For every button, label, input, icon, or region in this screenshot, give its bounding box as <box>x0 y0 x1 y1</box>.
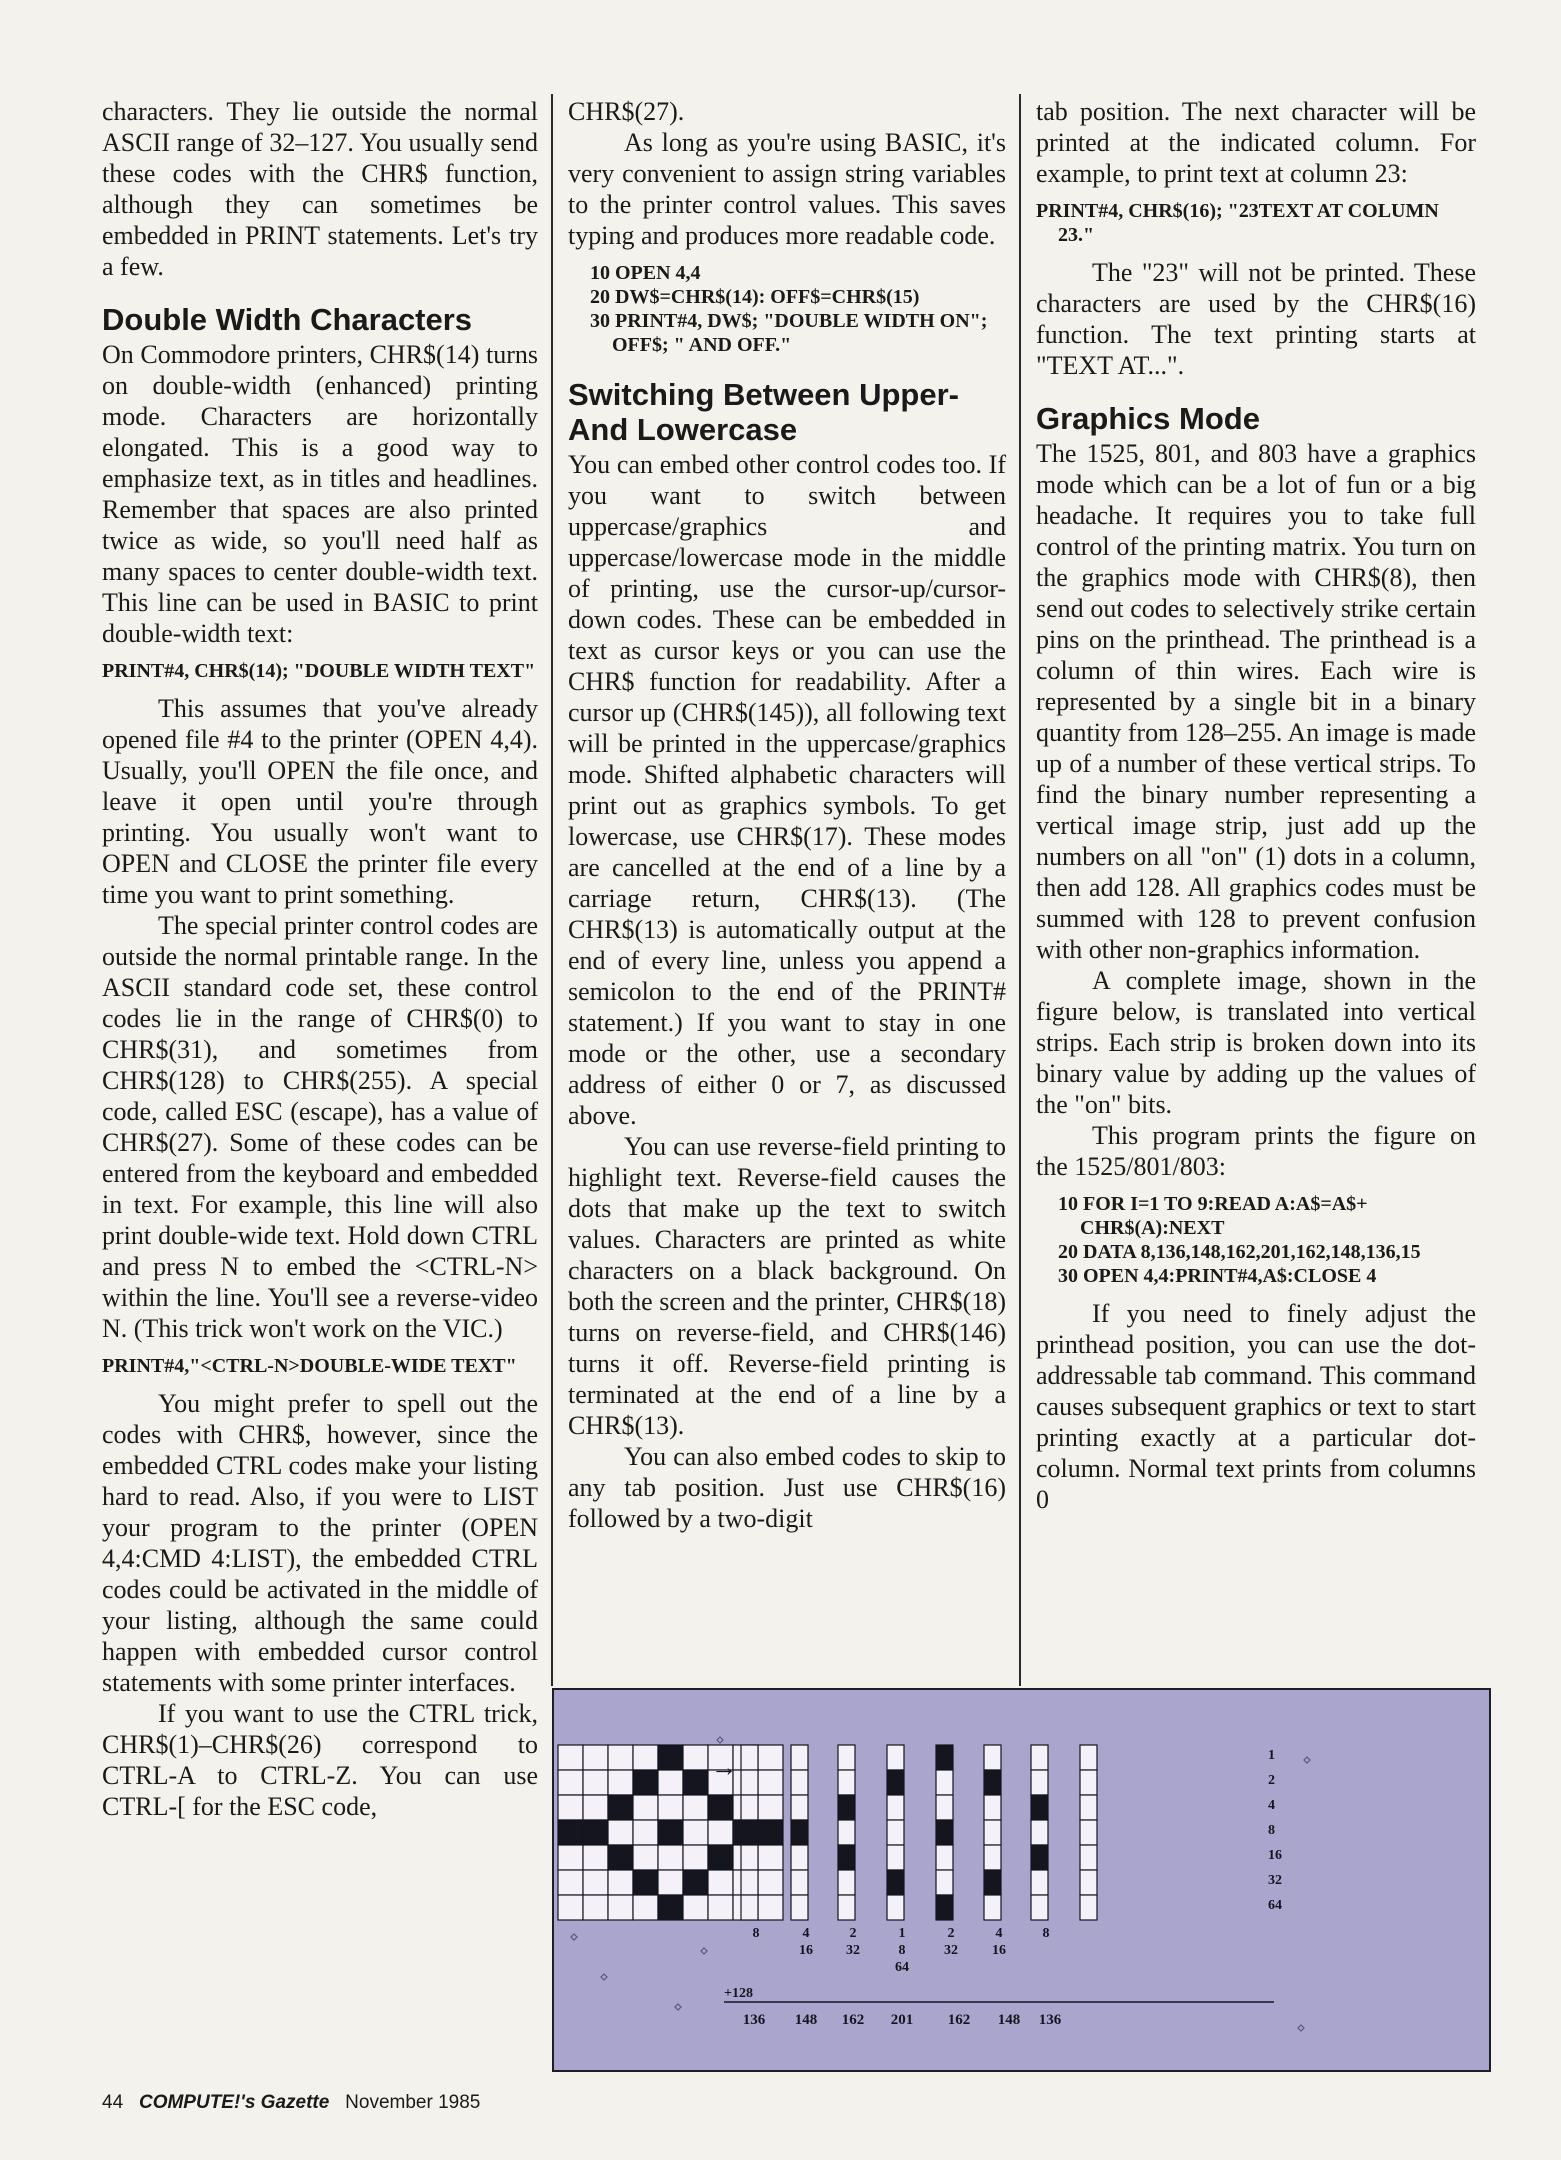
sum-label: 16 <box>799 1943 813 1958</box>
total-label: 148 <box>794 2012 818 2028</box>
strip-dot-off <box>741 1795 758 1820</box>
graphics-figure-svg <box>554 1690 1489 2070</box>
strip-dot-off <box>741 1770 758 1795</box>
code-line: 10 OPEN 4,4 <box>590 262 701 284</box>
strip-dot-off <box>887 1745 904 1770</box>
paragraph: tab position. The next character will be printed at the indicated column. For example, to print text at column 23: <box>1036 97 1476 188</box>
vertical-strips <box>741 1745 1097 1920</box>
heading-switching-case: Switching Between Upper- And Lowercase <box>568 377 959 447</box>
strip-dot-off <box>936 1770 953 1795</box>
strip-dot-off <box>791 1795 808 1820</box>
diamond-ornament <box>1304 1757 1310 1763</box>
strip-dot-off <box>838 1895 855 1920</box>
dot-off <box>583 1795 608 1820</box>
strip-dot-off <box>1031 1895 1048 1920</box>
dot-off <box>633 1745 658 1770</box>
dot-off <box>658 1845 683 1870</box>
strip-dot-on <box>936 1820 953 1845</box>
sum-label: 64 <box>895 1960 909 1975</box>
graphics-figure <box>552 1688 1491 2072</box>
code-line: 10 FOR I=1 TO 9:READ A:A$=A$+ CHR$(A):NEXT <box>1058 1193 1368 1239</box>
dot-on <box>708 1845 733 1870</box>
dot-on <box>608 1795 633 1820</box>
strip-dot-on <box>1031 1845 1048 1870</box>
column-divider <box>1019 94 1021 1686</box>
strip-dot-off <box>791 1745 808 1770</box>
sum-label: 2 <box>947 1926 955 1941</box>
dot-on <box>633 1770 658 1795</box>
dot-off <box>608 1870 633 1895</box>
paragraph: You might prefer to spell out the codes with CHR$, however, since the embedded CTRL codes make your listing hard to read. Also, if you were to LIST your program to the printer (OPEN 4,4:CMD 4:LIST), the embedded CTRL codes could be activated in the middle of your listing, although the same could happen with embedded cursor control statements with some printer interfaces. <box>102 1389 538 1697</box>
strip-dot-off <box>1031 1870 1048 1895</box>
sum-label: 8 <box>752 1926 760 1941</box>
column-1 <box>102 96 538 1822</box>
strip-dot-off <box>838 1870 855 1895</box>
dot-off <box>683 1845 708 1870</box>
strip-dot-off <box>741 1870 758 1895</box>
paragraph: You can use reverse-field printing to highlight text. Reverse-field causes the dots that make up the text to switch values. Characters are printed as white characters on a black background. On both the screen and the printer, CHR$(18) turns on reverse-field, and CHR$(146) turns it off. Reverse-field printing is terminated at the end of a line by a CHR$(13). <box>568 1132 1006 1440</box>
sum-label: 8 <box>1042 1926 1050 1941</box>
total-label: 136 <box>1038 2012 1062 2028</box>
dot-on <box>658 1745 683 1770</box>
dot-off <box>633 1795 658 1820</box>
dot-off <box>708 1870 733 1895</box>
strip-dot-on <box>741 1820 758 1845</box>
code-listing <box>1036 1192 1476 1288</box>
total-label: 148 <box>997 2012 1021 2028</box>
sum-label: 32 <box>944 1943 958 1958</box>
dot-on <box>558 1820 583 1845</box>
total-label: 162 <box>841 2012 865 2028</box>
dot-on <box>683 1770 708 1795</box>
total-label: 201 <box>890 2012 914 2028</box>
paragraph: This assumes that you've already opened file #4 to the printer (OPEN 4,4). Usually, you'll OPEN the file once, and leave it open until you're through printing. You usually won't want to OPEN and CLOSE the printer file every time you want to print something. <box>102 694 538 909</box>
dot-off <box>608 1745 633 1770</box>
dot-off <box>633 1895 658 1920</box>
dot-off <box>608 1820 633 1845</box>
strip-dot-on <box>984 1870 1001 1895</box>
code-line: 20 DW$=CHR$(14): OFF$=CHR$(15) <box>590 286 920 308</box>
page-number: 44 <box>102 2092 124 2113</box>
strip-dot-on <box>838 1845 855 1870</box>
diamond-ornament <box>701 1948 707 1954</box>
code-listing: PRINT#4,"<CTRL-N>DOUBLE-WIDE TEXT" <box>102 1355 517 1377</box>
dot-off <box>683 1895 708 1920</box>
plus-128-label: +128 <box>724 1986 753 2001</box>
sum-label: 1 <box>898 1926 906 1941</box>
sum-label: 16 <box>992 1943 1006 1958</box>
paragraph: CHR$(27). <box>568 97 685 126</box>
bit-label: 32 <box>1268 1873 1282 1888</box>
dot-on <box>683 1870 708 1895</box>
strip-dot-off <box>838 1820 855 1845</box>
strip-dot-off <box>887 1820 904 1845</box>
paragraph: The special printer control codes are outside the normal printable range. In the ASCII standard code set, these control codes lie in the range of CHR$(0) to CHR$(31), and sometimes from CHR$(128) to CHR$(255). A special code, called ESC (escape), has a value of CHR$(27). Some of these codes can be entered from the keyboard and embedded in text. For example, this line will also print double-wide text. Hold down CTRL and press N to embed the <CTRL-N> within the line. You'll see a reverse-video N. (This trick won't work on the VIC.) <box>102 911 538 1343</box>
strip-dot-off <box>1031 1820 1048 1845</box>
total-label: 162 <box>947 2012 971 2028</box>
strip-dot-off <box>1080 1770 1097 1795</box>
strip-dot-off <box>984 1795 1001 1820</box>
paragraph: You can embed other control codes too. If you want to switch between uppercase/graphics and uppercase/lowercase mode in the middle of printing, use the cursor-up/cursor-down codes. These can be embedded in text as cursor keys or you can use the CHR$ function for readability. After a cursor up (CHR$(145)), all following text will be printed in the uppercase/graphics mode. Shifted alphabetic characters will print out as graphics symbols. To get lowercase, use CHR$(17). These modes are cancelled at the end of a line by a carriage return, CHR$(13). (The CHR$(13) is automatically output at the end of every line, unless you append a semicolon to the end of the PRINT# statement.) If you want to stay in one mode or the other, use a secondary address of either 0 or 7, as discussed above. <box>568 450 1006 1130</box>
dot-off <box>633 1820 658 1845</box>
strip-dot-off <box>936 1870 953 1895</box>
dot-off <box>583 1745 608 1770</box>
dot-off <box>583 1870 608 1895</box>
dot-off <box>758 1770 783 1795</box>
sum-label: 4 <box>995 1926 1003 1941</box>
dot-off <box>583 1895 608 1920</box>
total-label: 136 <box>742 2012 766 2028</box>
dot-off <box>558 1770 583 1795</box>
dot-off <box>758 1795 783 1820</box>
sum-label: 2 <box>849 1926 857 1941</box>
bit-label: 1 <box>1268 1748 1275 1763</box>
paragraph: As long as you're using BASIC, it's very convenient to assign string variables to the printer control values. This saves typing and produces more readable code. <box>568 128 1006 250</box>
dot-off <box>708 1895 733 1920</box>
sum-label: 4 <box>802 1926 810 1941</box>
sum-label: 32 <box>846 1943 860 1958</box>
dot-on <box>758 1820 783 1845</box>
paragraph: If you want to use the CTRL trick, CHR$(1)–CHR$(26) correspond to CTRL-A to CTRL-Z. You can use CTRL-[ for the ESC code, <box>102 1699 538 1821</box>
diamond-ornament <box>1298 2025 1304 2031</box>
strip-dot-off <box>1080 1795 1097 1820</box>
column-3 <box>1036 96 1476 1515</box>
strip-sum-labels <box>753 1926 1050 1975</box>
heading-graphics-mode: Graphics Mode <box>1036 401 1260 436</box>
strip-dot-off <box>838 1770 855 1795</box>
dot-on <box>583 1820 608 1845</box>
strip-dot-off <box>1031 1745 1048 1770</box>
dot-off <box>708 1820 733 1845</box>
dot-off <box>608 1770 633 1795</box>
diamond-ornament <box>601 1974 607 1980</box>
dot-off <box>683 1745 708 1770</box>
strip-dot-off <box>791 1895 808 1920</box>
strip-dot-off <box>984 1845 1001 1870</box>
dot-off <box>658 1870 683 1895</box>
paragraph: This program prints the figure on the 1525/801/803: <box>1036 1121 1476 1181</box>
strip-dot-off <box>741 1895 758 1920</box>
bit-label: 64 <box>1268 1898 1282 1913</box>
dot-off <box>758 1870 783 1895</box>
dot-off <box>558 1870 583 1895</box>
diamond-ornament <box>571 1934 577 1940</box>
strip-dot-off <box>887 1845 904 1870</box>
strip-dot-on <box>936 1745 953 1770</box>
code-listing <box>568 261 1006 357</box>
dot-off <box>758 1845 783 1870</box>
strip-dot-on <box>838 1795 855 1820</box>
strip-dot-on <box>887 1770 904 1795</box>
strip-dot-off <box>887 1895 904 1920</box>
strip-dot-off <box>791 1770 808 1795</box>
dot-on <box>708 1795 733 1820</box>
strip-dot-off <box>984 1820 1001 1845</box>
strip-dot-on <box>984 1770 1001 1795</box>
code-line: 30 OPEN 4,4:PRINT#4,A$:CLOSE 4 <box>1058 1265 1377 1287</box>
strip-dot-off <box>838 1745 855 1770</box>
dot-off <box>658 1770 683 1795</box>
dot-on <box>633 1870 658 1895</box>
bit-label: 2 <box>1268 1773 1275 1788</box>
magazine-title: COMPUTE!'s Gazette <box>138 2092 330 2113</box>
paragraph: On Commodore printers, CHR$(14) turns on double-width (enhanced) printing mode. Characters are horizontally elongated. This is a good way to emphasize text, as in titles and headlines. Remember that spaces are also printed twice as wide, so you'll need half as many spaces to center double-width text. This line can be used in BASIC to print double-width text: <box>102 340 538 648</box>
strip-dot-off <box>741 1845 758 1870</box>
strip-dot-off <box>1080 1745 1097 1770</box>
dot-off <box>558 1795 583 1820</box>
code-listing: PRINT#4, CHR$(16); "23TEXT AT COLUMN 23." <box>1036 200 1439 246</box>
strip-dot-off <box>1080 1895 1097 1920</box>
strip-dot-off <box>984 1745 1001 1770</box>
dot-off <box>558 1845 583 1870</box>
strip-dot-off <box>741 1745 758 1770</box>
strip-dot-off <box>1031 1770 1048 1795</box>
paragraph: The "23" will not be printed. These characters are used by the CHR$(16) function. The text printing starts at "TEXT AT...". <box>1036 258 1476 380</box>
dot-off <box>583 1845 608 1870</box>
bit-label: 8 <box>1268 1823 1275 1838</box>
bit-label: 4 <box>1268 1798 1275 1813</box>
strip-dot-off <box>791 1845 808 1870</box>
heading-double-width: Double Width Characters <box>102 302 473 337</box>
strip-dot-on <box>936 1895 953 1920</box>
strip-dot-off <box>936 1795 953 1820</box>
strip-dot-on <box>1031 1795 1048 1820</box>
strip-dot-off <box>1080 1820 1097 1845</box>
column-divider <box>551 94 553 1686</box>
dot-off <box>558 1895 583 1920</box>
strip-total-labels <box>743 2012 1062 2028</box>
dot-on <box>608 1845 633 1870</box>
strip-dot-off <box>791 1870 808 1895</box>
bit-value-labels <box>1268 1748 1282 1913</box>
code-listing: PRINT#4, CHR$(14); "DOUBLE WIDTH TEXT" <box>102 660 536 682</box>
dot-off <box>683 1820 708 1845</box>
strip-dot-on <box>887 1870 904 1895</box>
strip-dot-on <box>791 1820 808 1845</box>
arrow-icon: → <box>711 1753 737 1782</box>
paragraph: If you need to finely adjust the printhead position, you can use the dot-addressable tab command. This command causes subsequent graphics or text to start printing exactly at a particular dot-column. Normal text prints from columns 0 <box>1036 1299 1476 1514</box>
diamond-ornament <box>717 1737 723 1743</box>
dot-off <box>558 1745 583 1770</box>
dot-off <box>658 1795 683 1820</box>
issue-date: November 1985 <box>345 2092 481 2113</box>
page-footer <box>102 2092 480 2114</box>
strip-dot-off <box>887 1795 904 1820</box>
bit-label: 16 <box>1268 1848 1282 1863</box>
dot-off <box>633 1845 658 1870</box>
dot-on <box>658 1895 683 1920</box>
paragraph: You can also embed codes to skip to any tab position. Just use CHR$(16) followed by a two-digit <box>568 1442 1006 1533</box>
dot-on <box>658 1820 683 1845</box>
code-line: 20 DATA 8,136,148,162,201,162,148,136,15 <box>1058 1241 1421 1263</box>
dot-off <box>758 1745 783 1770</box>
column-2 <box>568 96 1006 1534</box>
dot-off <box>583 1770 608 1795</box>
code-line: 30 PRINT#4, DW$; "DOUBLE WIDTH ON"; OFF$; " AND OFF." <box>590 310 988 356</box>
sum-label: 8 <box>898 1943 906 1958</box>
strip-dot-off <box>936 1845 953 1870</box>
dot-off <box>683 1795 708 1820</box>
strip-dot-off <box>1080 1870 1097 1895</box>
dot-off <box>608 1895 633 1920</box>
diamond-ornament <box>675 2004 681 2010</box>
paragraph: A complete image, shown in the figure below, is translated into vertical strips. Each strip is broken down into its binary value by adding up the values of the "on" bits. <box>1036 966 1476 1119</box>
dot-off <box>758 1895 783 1920</box>
paragraph: characters. They lie outside the normal ASCII range of 32–127. You usually send these codes with the CHR$ function, although they can sometimes be embedded in PRINT statements. Let's try a few. <box>102 97 538 281</box>
strip-dot-off <box>1080 1845 1097 1870</box>
paragraph: The 1525, 801, and 803 have a graphics mode which can be a lot of fun or a big headache. It requires you to take full control of the printing matrix. You turn on the graphics mode with CHR$(8), then send out codes to selectively strike certain pins on the printhead. The printhead is a column of thin wires. Each wire is represented by a single bit in a binary quantity from 128–255. An image is made up of a number of these vertical strips. To find the binary number representing a vertical image strip, just add up the numbers on all "on" (1) dots in a column, then add 128. All graphics codes must be summed with 128 to prevent confusion with other non-graphics information. <box>1036 439 1476 964</box>
strip-dot-off <box>984 1895 1001 1920</box>
